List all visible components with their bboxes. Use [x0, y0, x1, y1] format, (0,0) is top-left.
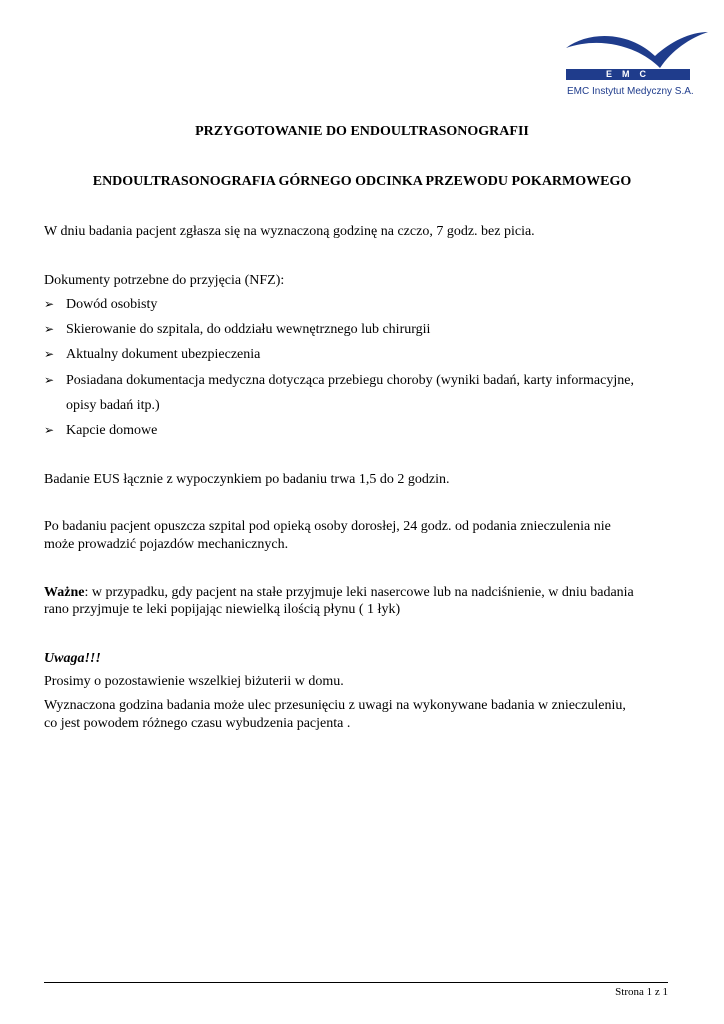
emc-logo [560, 28, 710, 100]
note-line-1: Prosimy o pozostawienie wszelkiej biżuterii w domu. [44, 674, 344, 689]
arrow-right-icon: ➢ [44, 347, 55, 361]
arrow-right-icon: ➢ [44, 297, 55, 311]
page-number: Strona 1 z 1 [615, 986, 668, 998]
important-line-2: rano przyjmuje te leki popijając niewielką ilością płynu ( 1 łyk) [44, 602, 401, 617]
note-label: Uwaga!!! [44, 651, 101, 666]
important-label: Ważne [44, 585, 85, 600]
arrow-right-icon: ➢ [44, 322, 55, 336]
documents-heading: Dokumenty potrzebne do przyjęcia (NFZ): [44, 273, 285, 288]
after-exam-line-2: może prowadzić pojazdów mechanicznych. [44, 537, 289, 552]
after-exam-line-1: Po badaniu pacjent opuszcza szpital pod opieką osoby dorosłej, 24 godz. od podania znieczulenia nie [44, 519, 611, 534]
note-line-2: Wyznaczona godzina badania może ulec przesunięciu z uwagi na wykonywane badania w znieczuleniu, [44, 698, 626, 713]
important-line-1: Ważne: w przypadku, gdy pacjent na stałe przyjmuje leki nasercowe lub na nadciśnienie, w dniu badania [44, 585, 634, 600]
arrow-right-icon: ➢ [44, 373, 55, 387]
logo-bar: EMC [566, 69, 690, 80]
note-line-3: co jest powodem różnego czasu wybudzenia pacjenta . [44, 716, 351, 731]
arrow-right-icon: ➢ [44, 423, 55, 437]
page-title: PRZYGOTOWANIE DO ENDOULTRASONOGRAFII [195, 124, 529, 139]
footer-divider [44, 982, 668, 983]
logo-company-name: EMC Instytut Medyczny S.A. [567, 86, 694, 97]
intro-text: W dniu badania pacjent zgłasza się na wyznaczoną godzinę na czczo, 7 godz. bez picia. [44, 224, 535, 239]
duration-text: Badanie EUS łącznie z wypoczynkiem po badaniu trwa 1,5 do 2 godzin. [44, 472, 450, 487]
page-subtitle: ENDOULTRASONOGRAFIA GÓRNEGO ODCINKA PRZEWODU POKARMOWEGO [92, 174, 632, 189]
bird-wings-icon [560, 28, 710, 73]
